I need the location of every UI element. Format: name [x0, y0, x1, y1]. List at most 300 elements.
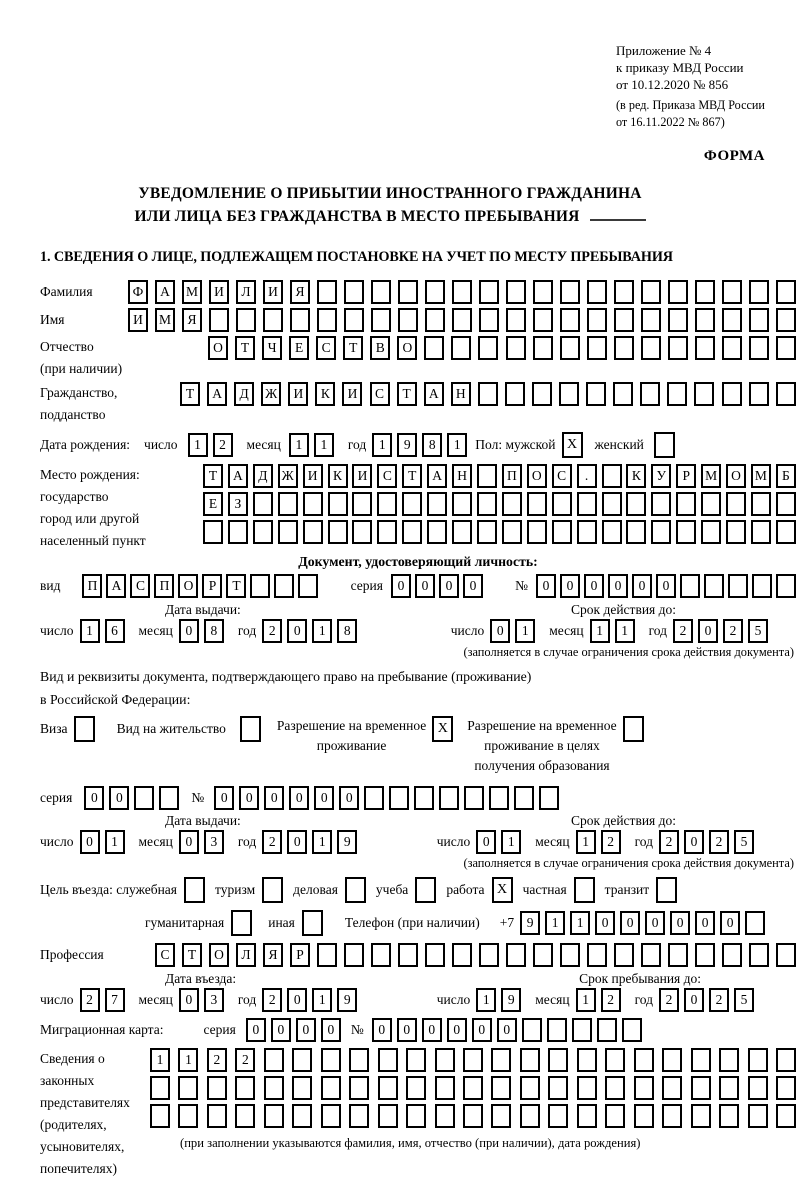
char-box[interactable]: [776, 492, 796, 516]
char-box[interactable]: 5: [734, 830, 754, 854]
char-box[interactable]: [577, 1104, 597, 1128]
char-box[interactable]: [207, 1076, 227, 1100]
char-box[interactable]: Л: [236, 943, 256, 967]
char-box[interactable]: [776, 520, 796, 544]
char-box[interactable]: [559, 382, 579, 406]
char-box[interactable]: 1: [570, 911, 590, 935]
char-box[interactable]: Ф: [128, 280, 148, 304]
char-box[interactable]: [641, 280, 661, 304]
char-box[interactable]: [263, 308, 283, 332]
char-box[interactable]: [477, 492, 497, 516]
char-box[interactable]: [278, 520, 298, 544]
char-box[interactable]: С: [155, 943, 175, 967]
char-box[interactable]: Д: [253, 464, 273, 488]
char-box[interactable]: 1: [590, 619, 610, 643]
char-box[interactable]: 1: [314, 433, 334, 457]
char-box[interactable]: [278, 492, 298, 516]
char-box[interactable]: [722, 382, 742, 406]
char-box[interactable]: [435, 1076, 455, 1100]
char-box[interactable]: [602, 520, 622, 544]
char-box[interactable]: О: [208, 336, 228, 360]
char-box[interactable]: 0: [620, 911, 640, 935]
char-box[interactable]: [290, 308, 310, 332]
char-box[interactable]: [317, 943, 337, 967]
char-box[interactable]: 0: [670, 911, 690, 935]
char-box[interactable]: [776, 1076, 796, 1100]
char-box[interactable]: [641, 943, 661, 967]
char-box[interactable]: О: [726, 464, 746, 488]
char-box[interactable]: Т: [402, 464, 422, 488]
char-box[interactable]: 1: [312, 619, 332, 643]
temp-residence-checkbox[interactable]: X: [432, 716, 453, 742]
char-box[interactable]: О: [527, 464, 547, 488]
char-box[interactable]: [726, 492, 746, 516]
char-box[interactable]: [548, 1048, 568, 1072]
char-box[interactable]: [560, 280, 580, 304]
char-box[interactable]: [352, 520, 372, 544]
char-box[interactable]: [695, 943, 715, 967]
char-box[interactable]: [159, 786, 179, 810]
char-box[interactable]: 0: [720, 911, 740, 935]
char-box[interactable]: [349, 1048, 369, 1072]
char-box[interactable]: [668, 336, 688, 360]
purpose-humanitarian-checkbox[interactable]: [231, 910, 252, 936]
char-box[interactable]: Т: [397, 382, 417, 406]
char-box[interactable]: 0: [608, 574, 628, 598]
char-box[interactable]: [662, 1048, 682, 1072]
char-box[interactable]: [292, 1048, 312, 1072]
char-box[interactable]: [520, 1104, 540, 1128]
char-box[interactable]: [378, 1076, 398, 1100]
char-box[interactable]: [389, 786, 409, 810]
char-box[interactable]: [662, 1104, 682, 1128]
char-box[interactable]: [506, 280, 526, 304]
char-box[interactable]: [349, 1104, 369, 1128]
char-box[interactable]: [722, 943, 742, 967]
char-box[interactable]: [751, 492, 771, 516]
char-box[interactable]: [178, 1104, 198, 1128]
residence-permit-checkbox[interactable]: [240, 716, 261, 742]
char-box[interactable]: Я: [263, 943, 283, 967]
char-box[interactable]: [264, 1076, 284, 1100]
char-box[interactable]: [253, 492, 273, 516]
char-box[interactable]: [701, 520, 721, 544]
char-box[interactable]: 3: [204, 830, 224, 854]
char-box[interactable]: 3: [204, 988, 224, 1012]
char-box[interactable]: К: [315, 382, 335, 406]
char-box[interactable]: [552, 520, 572, 544]
char-box[interactable]: 0: [179, 619, 199, 643]
char-box[interactable]: [748, 1104, 768, 1128]
char-box[interactable]: 0: [372, 1018, 392, 1042]
char-box[interactable]: [520, 1048, 540, 1072]
char-box[interactable]: [425, 943, 445, 967]
char-box[interactable]: [364, 786, 384, 810]
char-box[interactable]: [539, 786, 559, 810]
char-box[interactable]: 0: [80, 830, 100, 854]
char-box[interactable]: [749, 336, 769, 360]
char-box[interactable]: 8: [422, 433, 442, 457]
char-box[interactable]: 9: [337, 830, 357, 854]
char-box[interactable]: [587, 308, 607, 332]
char-box[interactable]: [552, 492, 572, 516]
char-box[interactable]: Я: [182, 308, 202, 332]
purpose-transit-checkbox[interactable]: [656, 877, 677, 903]
char-box[interactable]: 0: [179, 988, 199, 1012]
char-box[interactable]: [317, 280, 337, 304]
char-box[interactable]: 2: [601, 988, 621, 1012]
char-box[interactable]: С: [370, 382, 390, 406]
char-box[interactable]: [150, 1104, 170, 1128]
char-box[interactable]: 2: [673, 619, 693, 643]
char-box[interactable]: [695, 336, 715, 360]
char-box[interactable]: [321, 1076, 341, 1100]
char-box[interactable]: П: [502, 464, 522, 488]
purpose-official-checkbox[interactable]: [184, 877, 205, 903]
char-box[interactable]: [452, 280, 472, 304]
char-box[interactable]: [719, 1076, 739, 1100]
char-box[interactable]: П: [154, 574, 174, 598]
char-box[interactable]: [776, 1048, 796, 1072]
char-box[interactable]: Т: [235, 336, 255, 360]
char-box[interactable]: О: [397, 336, 417, 360]
char-box[interactable]: И: [342, 382, 362, 406]
char-box[interactable]: Я: [290, 280, 310, 304]
char-box[interactable]: [505, 382, 525, 406]
char-box[interactable]: 0: [645, 911, 665, 935]
char-box[interactable]: [402, 520, 422, 544]
char-box[interactable]: [701, 492, 721, 516]
purpose-study-checkbox[interactable]: [415, 877, 436, 903]
char-box[interactable]: [479, 943, 499, 967]
char-box[interactable]: Д: [234, 382, 254, 406]
char-box[interactable]: 0: [447, 1018, 467, 1042]
char-box[interactable]: С: [552, 464, 572, 488]
char-box[interactable]: [695, 280, 715, 304]
char-box[interactable]: 0: [179, 830, 199, 854]
char-box[interactable]: 2: [80, 988, 100, 1012]
char-box[interactable]: [748, 1048, 768, 1072]
char-box[interactable]: [776, 1104, 796, 1128]
char-box[interactable]: [235, 1076, 255, 1100]
sex-female-checkbox[interactable]: [654, 432, 675, 458]
char-box[interactable]: [722, 280, 742, 304]
char-box[interactable]: [371, 943, 391, 967]
char-box[interactable]: [668, 308, 688, 332]
char-box[interactable]: [548, 1076, 568, 1100]
char-box[interactable]: [602, 492, 622, 516]
char-box[interactable]: 0: [698, 619, 718, 643]
char-box[interactable]: 0: [246, 1018, 266, 1042]
char-box[interactable]: [577, 492, 597, 516]
char-box[interactable]: [676, 520, 696, 544]
purpose-other-checkbox[interactable]: [302, 910, 323, 936]
char-box[interactable]: [587, 336, 607, 360]
char-box[interactable]: 1: [576, 830, 596, 854]
char-box[interactable]: 1: [515, 619, 535, 643]
char-box[interactable]: 0: [287, 830, 307, 854]
char-box[interactable]: 6: [105, 619, 125, 643]
char-box[interactable]: [626, 492, 646, 516]
char-box[interactable]: [572, 1018, 592, 1042]
char-box[interactable]: 0: [684, 830, 704, 854]
char-box[interactable]: [520, 1076, 540, 1100]
char-box[interactable]: А: [427, 464, 447, 488]
char-box[interactable]: С: [377, 464, 397, 488]
visa-checkbox[interactable]: [74, 716, 95, 742]
char-box[interactable]: [614, 308, 634, 332]
char-box[interactable]: [317, 308, 337, 332]
char-box[interactable]: [264, 1104, 284, 1128]
char-box[interactable]: [634, 1076, 654, 1100]
char-box[interactable]: 1: [312, 988, 332, 1012]
char-box[interactable]: [479, 308, 499, 332]
char-box[interactable]: .: [577, 464, 597, 488]
char-box[interactable]: Р: [290, 943, 310, 967]
char-box[interactable]: 1: [501, 830, 521, 854]
char-box[interactable]: [463, 1048, 483, 1072]
char-box[interactable]: [228, 520, 248, 544]
char-box[interactable]: С: [316, 336, 336, 360]
char-box[interactable]: [406, 1104, 426, 1128]
char-box[interactable]: [502, 520, 522, 544]
char-box[interactable]: [209, 308, 229, 332]
char-box[interactable]: [614, 280, 634, 304]
char-box[interactable]: [577, 1048, 597, 1072]
char-box[interactable]: 1: [372, 433, 392, 457]
char-box[interactable]: [478, 382, 498, 406]
char-box[interactable]: [651, 492, 671, 516]
char-box[interactable]: [489, 786, 509, 810]
char-box[interactable]: [587, 943, 607, 967]
char-box[interactable]: [298, 574, 318, 598]
char-box[interactable]: [597, 1018, 617, 1042]
char-box[interactable]: [491, 1076, 511, 1100]
char-box[interactable]: 7: [105, 988, 125, 1012]
char-box[interactable]: Н: [452, 464, 472, 488]
char-box[interactable]: С: [130, 574, 150, 598]
char-box[interactable]: [533, 336, 553, 360]
char-box[interactable]: [722, 308, 742, 332]
char-box[interactable]: 0: [415, 574, 435, 598]
char-box[interactable]: [398, 308, 418, 332]
char-box[interactable]: [749, 943, 769, 967]
char-box[interactable]: 1: [615, 619, 635, 643]
char-box[interactable]: [776, 943, 796, 967]
char-box[interactable]: 1: [150, 1048, 170, 1072]
char-box[interactable]: [605, 1076, 625, 1100]
char-box[interactable]: [514, 786, 534, 810]
char-box[interactable]: 0: [560, 574, 580, 598]
char-box[interactable]: [207, 1104, 227, 1128]
char-box[interactable]: [292, 1076, 312, 1100]
char-box[interactable]: 1: [289, 433, 309, 457]
char-box[interactable]: У: [651, 464, 671, 488]
char-box[interactable]: 0: [632, 574, 652, 598]
char-box[interactable]: [634, 1104, 654, 1128]
char-box[interactable]: 2: [659, 988, 679, 1012]
char-box[interactable]: И: [352, 464, 372, 488]
char-box[interactable]: [451, 336, 471, 360]
char-box[interactable]: [236, 308, 256, 332]
char-box[interactable]: [634, 1048, 654, 1072]
char-box[interactable]: [668, 280, 688, 304]
char-box[interactable]: [614, 336, 634, 360]
char-box[interactable]: [321, 1048, 341, 1072]
char-box[interactable]: [303, 492, 323, 516]
char-box[interactable]: 2: [213, 433, 233, 457]
char-box[interactable]: [586, 382, 606, 406]
char-box[interactable]: [602, 464, 622, 488]
char-box[interactable]: [776, 308, 796, 332]
char-box[interactable]: 0: [321, 1018, 341, 1042]
char-box[interactable]: [344, 308, 364, 332]
char-box[interactable]: [533, 308, 553, 332]
char-box[interactable]: Т: [182, 943, 202, 967]
char-box[interactable]: Е: [289, 336, 309, 360]
char-box[interactable]: [704, 574, 724, 598]
char-box[interactable]: [691, 1048, 711, 1072]
char-box[interactable]: [478, 336, 498, 360]
char-box[interactable]: [452, 520, 472, 544]
char-box[interactable]: 2: [709, 830, 729, 854]
char-box[interactable]: [406, 1076, 426, 1100]
char-box[interactable]: М: [182, 280, 202, 304]
char-box[interactable]: А: [228, 464, 248, 488]
char-box[interactable]: 0: [595, 911, 615, 935]
char-box[interactable]: А: [155, 280, 175, 304]
char-box[interactable]: 2: [601, 830, 621, 854]
char-box[interactable]: 0: [684, 988, 704, 1012]
char-box[interactable]: [427, 492, 447, 516]
char-box[interactable]: [641, 336, 661, 360]
char-box[interactable]: [748, 1076, 768, 1100]
char-box[interactable]: 0: [439, 574, 459, 598]
char-box[interactable]: [425, 308, 445, 332]
char-box[interactable]: [424, 336, 444, 360]
char-box[interactable]: [303, 520, 323, 544]
char-box[interactable]: И: [263, 280, 283, 304]
char-box[interactable]: [776, 382, 796, 406]
char-box[interactable]: [641, 308, 661, 332]
char-box[interactable]: 0: [289, 786, 309, 810]
char-box[interactable]: [691, 1076, 711, 1100]
sex-male-checkbox[interactable]: X: [562, 432, 583, 458]
char-box[interactable]: [328, 492, 348, 516]
char-box[interactable]: Ж: [261, 382, 281, 406]
char-box[interactable]: 1: [447, 433, 467, 457]
char-box[interactable]: О: [209, 943, 229, 967]
purpose-business-checkbox[interactable]: [345, 877, 366, 903]
char-box[interactable]: 2: [659, 830, 679, 854]
char-box[interactable]: З: [228, 492, 248, 516]
char-box[interactable]: [328, 520, 348, 544]
char-box[interactable]: [264, 1048, 284, 1072]
char-box[interactable]: Л: [236, 280, 256, 304]
char-box[interactable]: И: [209, 280, 229, 304]
char-box[interactable]: 0: [314, 786, 334, 810]
char-box[interactable]: [695, 308, 715, 332]
char-box[interactable]: 1: [576, 988, 596, 1012]
char-box[interactable]: 2: [262, 830, 282, 854]
char-box[interactable]: 0: [296, 1018, 316, 1042]
char-box[interactable]: 0: [476, 830, 496, 854]
char-box[interactable]: [668, 943, 688, 967]
char-box[interactable]: Т: [180, 382, 200, 406]
char-box[interactable]: [378, 1048, 398, 1072]
char-box[interactable]: А: [106, 574, 126, 598]
char-box[interactable]: [349, 1076, 369, 1100]
char-box[interactable]: [427, 520, 447, 544]
char-box[interactable]: [527, 520, 547, 544]
char-box[interactable]: [463, 1104, 483, 1128]
char-box[interactable]: [377, 492, 397, 516]
char-box[interactable]: [506, 336, 526, 360]
char-box[interactable]: Т: [343, 336, 363, 360]
char-box[interactable]: [751, 520, 771, 544]
char-box[interactable]: 2: [709, 988, 729, 1012]
char-box[interactable]: [253, 520, 273, 544]
char-box[interactable]: М: [155, 308, 175, 332]
char-box[interactable]: [640, 382, 660, 406]
char-box[interactable]: [605, 1104, 625, 1128]
char-box[interactable]: [506, 943, 526, 967]
char-box[interactable]: [378, 1104, 398, 1128]
char-box[interactable]: [178, 1076, 198, 1100]
char-box[interactable]: Е: [203, 492, 223, 516]
char-box[interactable]: 2: [262, 619, 282, 643]
char-box[interactable]: [506, 308, 526, 332]
char-box[interactable]: [752, 574, 772, 598]
char-box[interactable]: [726, 520, 746, 544]
char-box[interactable]: [613, 382, 633, 406]
char-box[interactable]: [435, 1104, 455, 1128]
char-box[interactable]: [547, 1018, 567, 1042]
char-box[interactable]: 0: [271, 1018, 291, 1042]
char-box[interactable]: [134, 786, 154, 810]
char-box[interactable]: 0: [536, 574, 556, 598]
char-box[interactable]: 1: [188, 433, 208, 457]
char-box[interactable]: И: [303, 464, 323, 488]
char-box[interactable]: 8: [204, 619, 224, 643]
char-box[interactable]: 0: [84, 786, 104, 810]
char-box[interactable]: [406, 1048, 426, 1072]
char-box[interactable]: [371, 280, 391, 304]
char-box[interactable]: [439, 786, 459, 810]
char-box[interactable]: П: [82, 574, 102, 598]
char-box[interactable]: 0: [422, 1018, 442, 1042]
char-box[interactable]: 0: [339, 786, 359, 810]
char-box[interactable]: 1: [476, 988, 496, 1012]
char-box[interactable]: 0: [397, 1018, 417, 1042]
char-box[interactable]: 2: [723, 619, 743, 643]
char-box[interactable]: [502, 492, 522, 516]
char-box[interactable]: [235, 1104, 255, 1128]
char-box[interactable]: [371, 308, 391, 332]
char-box[interactable]: [662, 1076, 682, 1100]
char-box[interactable]: [452, 492, 472, 516]
char-box[interactable]: [776, 280, 796, 304]
char-box[interactable]: 1: [80, 619, 100, 643]
char-box[interactable]: И: [288, 382, 308, 406]
purpose-work-checkbox[interactable]: X: [492, 877, 513, 903]
char-box[interactable]: 0: [287, 988, 307, 1012]
char-box[interactable]: [745, 911, 765, 935]
char-box[interactable]: [452, 308, 472, 332]
char-box[interactable]: К: [328, 464, 348, 488]
char-box[interactable]: М: [751, 464, 771, 488]
char-box[interactable]: 0: [472, 1018, 492, 1042]
